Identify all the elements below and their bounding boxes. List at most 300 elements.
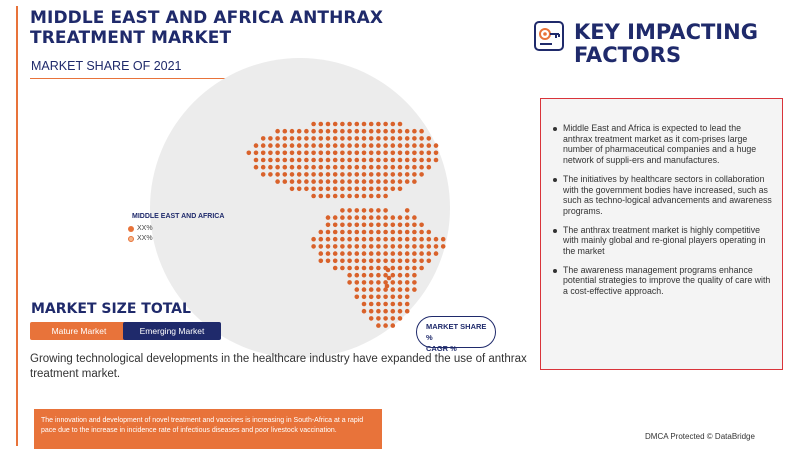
map-dot: [383, 208, 388, 213]
map-dot: [376, 129, 381, 134]
map-dot: [391, 165, 396, 170]
map-dot: [304, 187, 309, 192]
map-dot: [355, 230, 360, 235]
map-dot: [261, 136, 266, 141]
map-dot: [398, 316, 403, 321]
emerging-market-button[interactable]: Emerging Market: [123, 322, 221, 340]
map-dot: [391, 309, 396, 314]
map-dot: [391, 273, 396, 278]
legend-label: XX%: [137, 225, 153, 232]
map-dot: [369, 259, 374, 264]
map-dot: [383, 244, 388, 249]
map-dot: [247, 151, 252, 156]
map-dot: [398, 259, 403, 264]
map-dot: [340, 165, 345, 170]
map-dot: [405, 295, 410, 300]
map-dot: [383, 158, 388, 163]
map-dot: [376, 237, 381, 242]
map-dot: [311, 129, 316, 134]
factor-item: The awareness management programs enhance potential strategies to improve the quality of care with a cost-effective approach.: [553, 265, 772, 297]
map-dot: [347, 215, 352, 220]
map-dot: [290, 151, 295, 156]
map-dot: [412, 151, 417, 156]
map-dot: [333, 122, 338, 127]
map-dot: [362, 143, 367, 148]
map-dot: [412, 244, 417, 249]
map-dot: [405, 158, 410, 163]
map-dot: [369, 172, 374, 177]
map-dot: [333, 143, 338, 148]
map-dot: [326, 151, 331, 156]
map-dot: [362, 122, 367, 127]
map-dot: [412, 237, 417, 242]
map-dot: [340, 215, 345, 220]
map-dot: [398, 280, 403, 285]
map-dot: [383, 295, 388, 300]
map-dot: [376, 158, 381, 163]
map-dot: [369, 287, 374, 292]
map-dot: [419, 223, 424, 228]
map-dot: [405, 237, 410, 242]
map-dot: [376, 316, 381, 321]
dmca-footer: DMCA Protected © DataBridge: [645, 432, 755, 441]
map-dot: [254, 165, 259, 170]
map-dot: [355, 223, 360, 228]
map-dot: [405, 223, 410, 228]
map-dot: [383, 223, 388, 228]
map-dot: [362, 244, 367, 249]
map-dot: [333, 215, 338, 220]
map-dot: [355, 187, 360, 192]
map-dot: [412, 266, 417, 271]
gear-key-icon: [534, 21, 564, 51]
map-dot: [398, 244, 403, 249]
map-dot: [419, 172, 424, 177]
map-dot: [391, 259, 396, 264]
map-dot: [398, 165, 403, 170]
map-dot: [362, 295, 367, 300]
map-dot: [383, 302, 388, 307]
map-dot: [383, 172, 388, 177]
map-dot: [326, 122, 331, 127]
map-dot: [434, 143, 439, 148]
map-dot: [355, 287, 360, 292]
map-dot: [405, 273, 410, 278]
map-dot: [405, 165, 410, 170]
map-dot: [376, 266, 381, 271]
map-dot: [369, 302, 374, 307]
map-dot: [283, 151, 288, 156]
map-dot: [340, 143, 345, 148]
map-dot: [398, 266, 403, 271]
map-dot: [311, 179, 316, 184]
key-factors-title: KEY IMPACTING FACTORS: [574, 20, 758, 67]
page-title: MIDDLE EAST AND AFRICA ANTHRAX TREATMENT MARKET: [30, 8, 384, 48]
map-dot: [391, 295, 396, 300]
map-dot: [405, 259, 410, 264]
map-dot: [412, 158, 417, 163]
map-dot: [304, 179, 309, 184]
map-dot: [369, 266, 374, 271]
map-dot: [347, 273, 352, 278]
map-dot: [412, 136, 417, 141]
map-dot: [347, 194, 352, 199]
map-dot: [419, 158, 424, 163]
map-dot: [326, 244, 331, 249]
map-dot: [283, 143, 288, 148]
map-dot: [319, 158, 324, 163]
map-dot: [355, 194, 360, 199]
map-dot: [326, 158, 331, 163]
map-dot: [340, 136, 345, 141]
map-dot: [333, 194, 338, 199]
map-dot: [369, 136, 374, 141]
dotted-region-map: [150, 58, 450, 358]
map-dot: [275, 172, 280, 177]
map-dot: [319, 136, 324, 141]
map-dot: [369, 122, 374, 127]
map-dot: [326, 143, 331, 148]
map-dot: [362, 251, 367, 256]
map-dot: [268, 158, 273, 163]
market-share-badge: [416, 316, 496, 353]
map-dot: [340, 244, 345, 249]
map-dot: [297, 158, 302, 163]
map-dot: [290, 129, 295, 134]
map-dot: [376, 323, 381, 328]
map-dot: [355, 273, 360, 278]
map-dot: [362, 223, 367, 228]
map-dot: [369, 151, 374, 156]
map-dot: [398, 309, 403, 314]
map-dot: [355, 280, 360, 285]
map-dot: [391, 129, 396, 134]
page-subtitle: MARKET SHARE OF 2021: [31, 59, 182, 73]
factor-item: The anthrax treatment market is highly competitive with mainly global and re-gional players operating in the market: [553, 225, 772, 257]
map-dot: [386, 268, 391, 273]
map-dot: [398, 215, 403, 220]
map-dot: [383, 165, 388, 170]
map-dot: [391, 122, 396, 127]
map-dot: [391, 237, 396, 242]
map-dot: [376, 244, 381, 249]
map-dot: [383, 237, 388, 242]
map-dot: [340, 223, 345, 228]
map-dot: [355, 215, 360, 220]
map-dot: [275, 143, 280, 148]
map-dot: [347, 237, 352, 242]
map-dot: [261, 143, 266, 148]
map-dot: [347, 266, 352, 271]
map-dot: [391, 316, 396, 321]
map-dot: [297, 151, 302, 156]
map-dot: [326, 223, 331, 228]
map-dot: [319, 187, 324, 192]
map-dot: [275, 151, 280, 156]
map-dot: [355, 179, 360, 184]
map-dot: [391, 143, 396, 148]
map-dot: [283, 129, 288, 134]
map-dot: [376, 295, 381, 300]
map-dot: [369, 244, 374, 249]
map-dot: [412, 143, 417, 148]
map-dot: [376, 273, 381, 278]
map-dot: [290, 172, 295, 177]
map-dot: [376, 179, 381, 184]
map-dot: [391, 215, 396, 220]
map-dot: [319, 251, 324, 256]
map-dot: [347, 259, 352, 264]
map-dot: [412, 280, 417, 285]
map-dot: [347, 280, 352, 285]
map-dot: [427, 151, 432, 156]
map-dot: [362, 179, 367, 184]
map-dot: [340, 208, 345, 213]
map-dot: [333, 230, 338, 235]
map-dot: [355, 165, 360, 170]
map-dot: [405, 179, 410, 184]
map-dot: [319, 151, 324, 156]
map-dot: [383, 230, 388, 235]
map-dot: [326, 194, 331, 199]
map-dot: [376, 230, 381, 235]
solid-dot-icon: [128, 226, 134, 232]
map-dot: [369, 295, 374, 300]
map-dot: [391, 266, 396, 271]
map-dot: [412, 273, 417, 278]
map-dot: [340, 122, 345, 127]
map-dot: [398, 172, 403, 177]
map-dot: [391, 151, 396, 156]
map-dot: [362, 287, 367, 292]
map-dot: [369, 309, 374, 314]
map-dot: [275, 136, 280, 141]
map-dot: [333, 244, 338, 249]
map-dot: [275, 129, 280, 134]
map-dot: [412, 223, 417, 228]
map-dot: [311, 158, 316, 163]
map-dot: [383, 259, 388, 264]
map-dot: [398, 136, 403, 141]
map-dot: [362, 172, 367, 177]
map-dot: [376, 223, 381, 228]
map-dot: [383, 179, 388, 184]
map-dot: [355, 158, 360, 163]
map-dot: [340, 237, 345, 242]
map-dot: [340, 151, 345, 156]
map-dot: [391, 280, 396, 285]
mature-market-button[interactable]: Mature Market: [30, 322, 128, 340]
map-dot: [376, 136, 381, 141]
map-dot: [383, 323, 388, 328]
map-dot: [311, 172, 316, 177]
map-dot: [419, 244, 424, 249]
map-dot: [369, 273, 374, 278]
map-dot: [319, 259, 324, 264]
map-dot: [311, 244, 316, 249]
map-dot: [362, 208, 367, 213]
map-dot: [347, 143, 352, 148]
map-dot: [362, 302, 367, 307]
map-dot: [405, 208, 410, 213]
map-dot: [391, 287, 396, 292]
map-dot: [347, 244, 352, 249]
map-dot: [297, 172, 302, 177]
map-dot: [290, 165, 295, 170]
map-dot: [311, 151, 316, 156]
legend-label: XX%: [137, 235, 153, 242]
map-dot: [326, 259, 331, 264]
map-dot: [419, 259, 424, 264]
map-dot: [362, 165, 367, 170]
map-dot: [362, 151, 367, 156]
map-dot: [319, 122, 324, 127]
map-dot: [383, 316, 388, 321]
map-dot: [362, 158, 367, 163]
map-dot: [333, 266, 338, 271]
map-dot: [405, 280, 410, 285]
map-dot: [362, 136, 367, 141]
map-dot: [441, 244, 446, 249]
map-dot: [326, 230, 331, 235]
map-dot: [427, 237, 432, 242]
map-dot: [369, 143, 374, 148]
map-dot: [419, 266, 424, 271]
map-dot: [362, 273, 367, 278]
map-dot: [376, 251, 381, 256]
map-dot: [311, 237, 316, 242]
map-dot: [369, 208, 374, 213]
map-dot: [304, 151, 309, 156]
map-dot: [405, 129, 410, 134]
map-dot: [362, 237, 367, 242]
map-dot: [347, 179, 352, 184]
map-dot: [427, 244, 432, 249]
ring-dot-icon: [128, 236, 134, 242]
map-dot: [340, 172, 345, 177]
map-dot: [297, 187, 302, 192]
map-dot: [340, 251, 345, 256]
map-dot: [297, 129, 302, 134]
market-share-label: MARKET SHARE %: [426, 322, 487, 342]
map-dot: [261, 151, 266, 156]
map-dot: [290, 143, 295, 148]
map-dot: [326, 251, 331, 256]
map-dot: [326, 165, 331, 170]
map-dot: [333, 165, 338, 170]
map-dot: [326, 237, 331, 242]
map-dot: [311, 187, 316, 192]
map-dot: [283, 172, 288, 177]
map-dot: [333, 136, 338, 141]
map-dot: [304, 136, 309, 141]
map-dot: [376, 215, 381, 220]
map-dot: [362, 309, 367, 314]
map-dot: [369, 129, 374, 134]
map-dot: [412, 215, 417, 220]
map-dot: [362, 280, 367, 285]
map-dot: [319, 165, 324, 170]
map-dot: [261, 172, 266, 177]
map-dot: [297, 143, 302, 148]
legend-item-primary: [128, 225, 153, 232]
map-dot: [369, 251, 374, 256]
map-dot: [419, 230, 424, 235]
map-dot: [355, 251, 360, 256]
map-dot: [369, 215, 374, 220]
bottom-note-text: The innovation and development of novel treatment and vaccines is increasing in South-Africa at a rapid pace due to the increase in incidence rate of infectious diseases and poor livestock vaccination.: [41, 417, 364, 434]
map-dot: [398, 273, 403, 278]
map-dot: [347, 151, 352, 156]
map-dot: [340, 266, 345, 271]
map-dot: [376, 194, 381, 199]
map-dot: [340, 158, 345, 163]
map-dot: [290, 136, 295, 141]
growth-statement: Growing technological developments in the healthcare industry have expanded the use of anthrax treatment market.: [30, 353, 527, 380]
map-dot: [419, 237, 424, 242]
map-dot: [340, 187, 345, 192]
map-dot: [419, 136, 424, 141]
map-dot: [275, 179, 280, 184]
map-dot: [347, 136, 352, 141]
map-dot: [419, 129, 424, 134]
map-dot: [398, 223, 403, 228]
map-dot: [391, 244, 396, 249]
map-dot: [412, 165, 417, 170]
map-dot: [405, 251, 410, 256]
map-dot: [311, 165, 316, 170]
map-dot: [369, 158, 374, 163]
map-dot: [405, 266, 410, 271]
map-dot: [319, 129, 324, 134]
map-dot: [362, 215, 367, 220]
map-dot: [376, 309, 381, 314]
map-dot: [268, 172, 273, 177]
map-dot: [283, 158, 288, 163]
map-dot: [419, 251, 424, 256]
map-dot: [427, 165, 432, 170]
map-dot: [376, 151, 381, 156]
map-dot: [398, 158, 403, 163]
map-dot: [290, 187, 295, 192]
map-dot: [304, 165, 309, 170]
map-dot: [297, 179, 302, 184]
map-dot: [391, 158, 396, 163]
map-dot: [376, 287, 381, 292]
map-dot: [369, 230, 374, 235]
map-dot: [347, 251, 352, 256]
map-dot: [398, 302, 403, 307]
map-dot: [347, 208, 352, 213]
map-dot: [355, 244, 360, 249]
map-dot: [355, 266, 360, 271]
map-dot: [362, 259, 367, 264]
map-dot: [347, 129, 352, 134]
map-dot: [326, 187, 331, 192]
map-dot: [369, 179, 374, 184]
map-dot: [319, 230, 324, 235]
key-factors-panel: [540, 98, 783, 370]
map-dot: [412, 251, 417, 256]
map-dot: [383, 187, 388, 192]
map-dot: [405, 136, 410, 141]
map-dot: [398, 143, 403, 148]
map-dot: [369, 194, 374, 199]
map-dot: [355, 237, 360, 242]
map-dot: [383, 309, 388, 314]
map-dot: [326, 172, 331, 177]
map-dot: [398, 122, 403, 127]
